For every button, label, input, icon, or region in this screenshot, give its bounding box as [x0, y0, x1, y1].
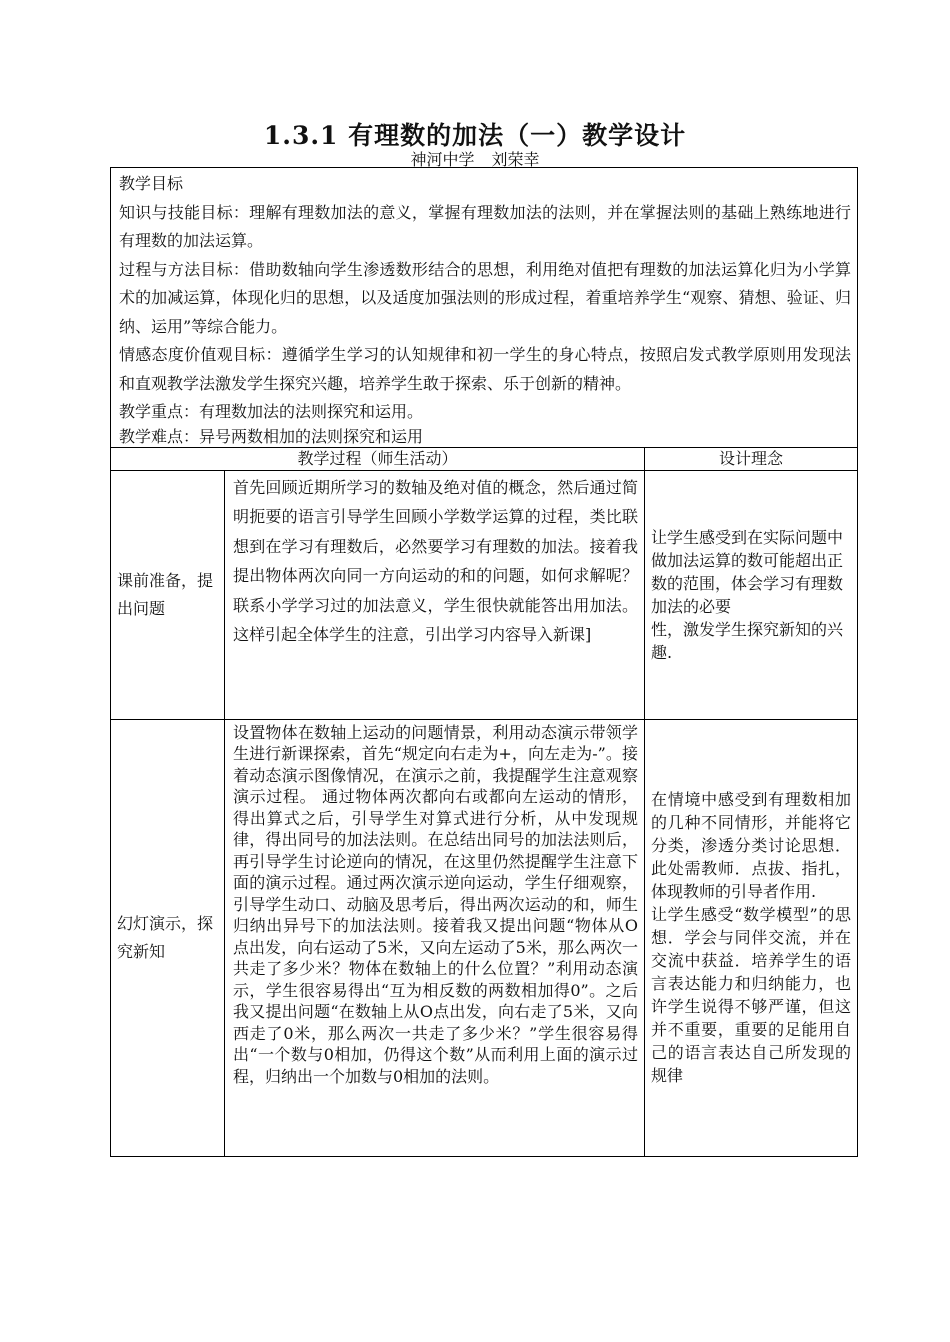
design-idea-part: 在情境中感受到有理数相加的几种不同情形，并能将它分类，渗透分类讨论思想．此处需教师．点拔、指扎，体现教师的引导者作用.: [651, 790, 852, 901]
objectives-cell: [111, 168, 858, 448]
idea-header: 设计理念: [645, 447, 858, 470]
objectives-row: [111, 168, 858, 448]
table-row: [111, 470, 858, 719]
stage-label: 幻灯演示，探究新知: [111, 719, 225, 1156]
design-idea-part: 让学生感受“数学模型”的思想．学会与同伴交流，并在交流中获益．培养学生的语言表达能力和归纳能力，也许学生说得不够严谨，但这并不重要，重要的足能用自己的语言表达自己所发现的规律: [651, 905, 852, 1085]
lesson-plan-table: [110, 167, 858, 1157]
page-title: 1.3.1 有理数的加法（一）教学设计: [263, 121, 687, 150]
key-point: 教学重点：有理数加法的法则探究和运用。: [119, 402, 424, 421]
school-name: 神河中学: [410, 150, 475, 169]
column-header-row: [111, 447, 858, 470]
knowledge-objective: 知识与技能目标：理解有理数加法的意义，掌握有理数加法的法则，并在掌握法则的基础上熟练地进行有理数的加法运算。: [119, 202, 852, 250]
difficulty-point: 教学难点：异号两数相加的法则探究和运用: [119, 426, 424, 446]
process-header: 教学过程（师生活动）: [111, 447, 645, 470]
design-idea: [645, 719, 858, 1156]
process-description: 设置物体在数轴上运动的问题情景，利用动态演示带领学生进行新课探索，首先“规定向右走为+，向左走为-”。接着动态演示图像情况，在演示之前，我提醒学生注意观察演示过程。 通过物体两次都向右或都向左运动的情形，得出算式之后，引导学生对算式进行分析，从中发现规律，得出同号的加法法则。在总结出同号的加法法则后，再引导学生讨论逆向的情况，在这里仍然提醒学生注意下面的演示过程。通过两次演示逆向运动，学生仔细观察，引导学生动口、动脑及思考后，得出两次运动的和，师生归纳出异号下的加法法则。接着我又提出问题“物体从O点出发，向右运动了5米，又向左运动了5米，那么两次一共走了多少米？物体在数轴上的什么位置？”利用动态演示，学生很容易得出“互为相反数的两数相加得0”。之后我又提出问题“在数轴上从O点出发，向右走了5米，又向西走了0米，那么两次一共走了多少米？”学生很容易得出“一个数与0相加，仍得这个数”从而利用上面的演示过程，归纳出一个加数与0相加的法则。: [225, 719, 645, 1156]
process-description: 首先回顾近期所学习的数轴及绝对值的概念，然后通过简明扼要的语言引导学生回顾小学数学运算的过程，类比联想到在学习有理数后，必然要学习有理数的加法。接着我提出物体两次向同一方向运动的和的问题，如何求解呢？联系小学学习过的加法意义，学生很快就能答出用加法。这样引起全体学生的注意，引出学习内容导入新课]: [225, 470, 645, 719]
design-idea: [645, 470, 858, 719]
objectives-heading: 教学目标: [119, 174, 184, 193]
process-objective: 过程与方法目标：借助数轴向学生渗透数形结合的思想，利用绝对值把有理数的加法运算化归为小学算术的加减运算，体现化归的思想，以及适度加强法则的形成过程，着重培养学生“观察、猜想、验证、归纳、运用”等综合能力。: [119, 259, 852, 336]
emotion-objective: 情感态度价值观目标：遵循学生学习的认知规律和初一学生的身心特点，按照启发式教学原则用发现法和直观教学法激发学生探究兴趣，培养学生敢于探索、乐于创新的精神。: [119, 345, 852, 393]
table-row: [111, 719, 858, 1156]
design-idea-part: 让学生感受到在实际问题中做加法运算的数可能超出正数的范围，体会学习有理数加法的必要: [651, 527, 844, 616]
design-idea-part: 性，激发学生探究新知的兴趣.: [651, 619, 844, 662]
author-name: 刘荣幸: [491, 150, 540, 169]
stage-label: 课前准备，提出问题: [111, 470, 225, 719]
